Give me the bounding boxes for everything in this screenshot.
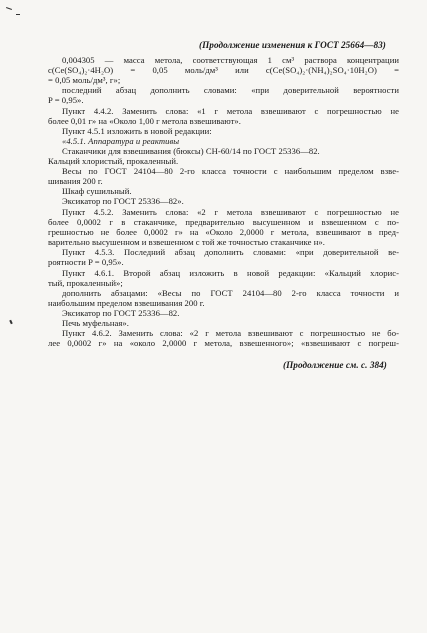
text-line: P = 0,95». (48, 95, 84, 105)
text-line: Эксикатор по ГОСТ 25336—82. (62, 308, 180, 318)
text-line: более 0,0002 г в стаканчике, предварительно высушенном и взвешенном с по- (48, 217, 399, 227)
text-line: Пункт 4.6.2. Заменить слова: «2 г метола взвешивают с погрешностью не бо- (62, 328, 399, 338)
text-line: тый, прокаленный»; (48, 278, 123, 288)
text-line: Шкаф сушильный. (62, 186, 132, 196)
text-line: Кальций хлористый, прокаленный. (48, 156, 179, 166)
text-line: Пункт 4.6.1. Второй абзац изложить в новой редакции: «Кальций хлорис- (62, 268, 399, 278)
text-line: варительно высушенном и взвешенном с той же точностью стаканчике н». (48, 237, 325, 247)
text-line: Печь муфельная». (62, 318, 129, 328)
text-line: Стаканчики для взвешивания (бюксы) СН-60/14 по ГОСТ 25336—82. (62, 146, 320, 156)
text-line: последний абзац дополнить словами: «при доверительной вероятности (62, 85, 399, 95)
text-line: лее 0,0002 г» на «около 2,0000 г метола, взвешенного»; «взвешивают с погреш- (48, 338, 399, 348)
text-line: Эксикатор по ГОСТ 25336—82». (62, 196, 184, 206)
scan-mark (6, 7, 12, 10)
page-footer: (Продолжение см. с. 384) (283, 360, 387, 370)
text-line: Пункт 4.5.3. Последний абзац дополнить словами: «при доверительной ве- (62, 247, 399, 257)
text-line: дополнить абзацами: «Весы по ГОСТ 24104—80 2-го класса точности и (62, 288, 399, 298)
text-line: Весы по ГОСТ 24104—80 2-го класса точности с наибольшим пределом взве- (62, 166, 399, 176)
text-line: = 0,05 моль/дм³, г»; (48, 75, 121, 85)
scan-mark (9, 320, 13, 324)
text-line: более 0,01 г» на «Около 1,00 г метола взвешивают». (48, 116, 241, 126)
text-line: шивания 200 г. (48, 176, 103, 186)
text-line: Пункт 4.5.1 изложить в новой редакции: (62, 126, 212, 136)
text-line: c(Ce(SO₄)₂·4H₂O) = 0,05 моль/дм³ или c(Ce(SO₄)₂·(NH₄)₂SO₄·10H₂O) = (48, 65, 399, 75)
section-heading: «4.5.1. Аппаратура и реактивы (62, 136, 180, 146)
page-header: (Продолжение изменения к ГОСТ 25664—83) (199, 40, 386, 50)
scan-mark (16, 14, 20, 15)
text-line: роятности P = 0,95». (48, 257, 124, 267)
text-line: Пункт 4.5.2. Заменить слова: «2 г метола взвешивают с погрешностью не (62, 207, 399, 217)
text-line: наибольшим пределом взвешивания 200 г. (48, 298, 205, 308)
text-line: 0,004305 — масса метола, соответствующая 1 см³ раствора концентрации (62, 55, 399, 65)
text-line: грешностью не более 0,0002 г» на «Около 2,0000 г метола, взвешивают в пред- (48, 227, 399, 237)
text-line: Пункт 4.4.2. Заменить слова: «1 г метола взвешивают с погрешностью не (62, 106, 399, 116)
